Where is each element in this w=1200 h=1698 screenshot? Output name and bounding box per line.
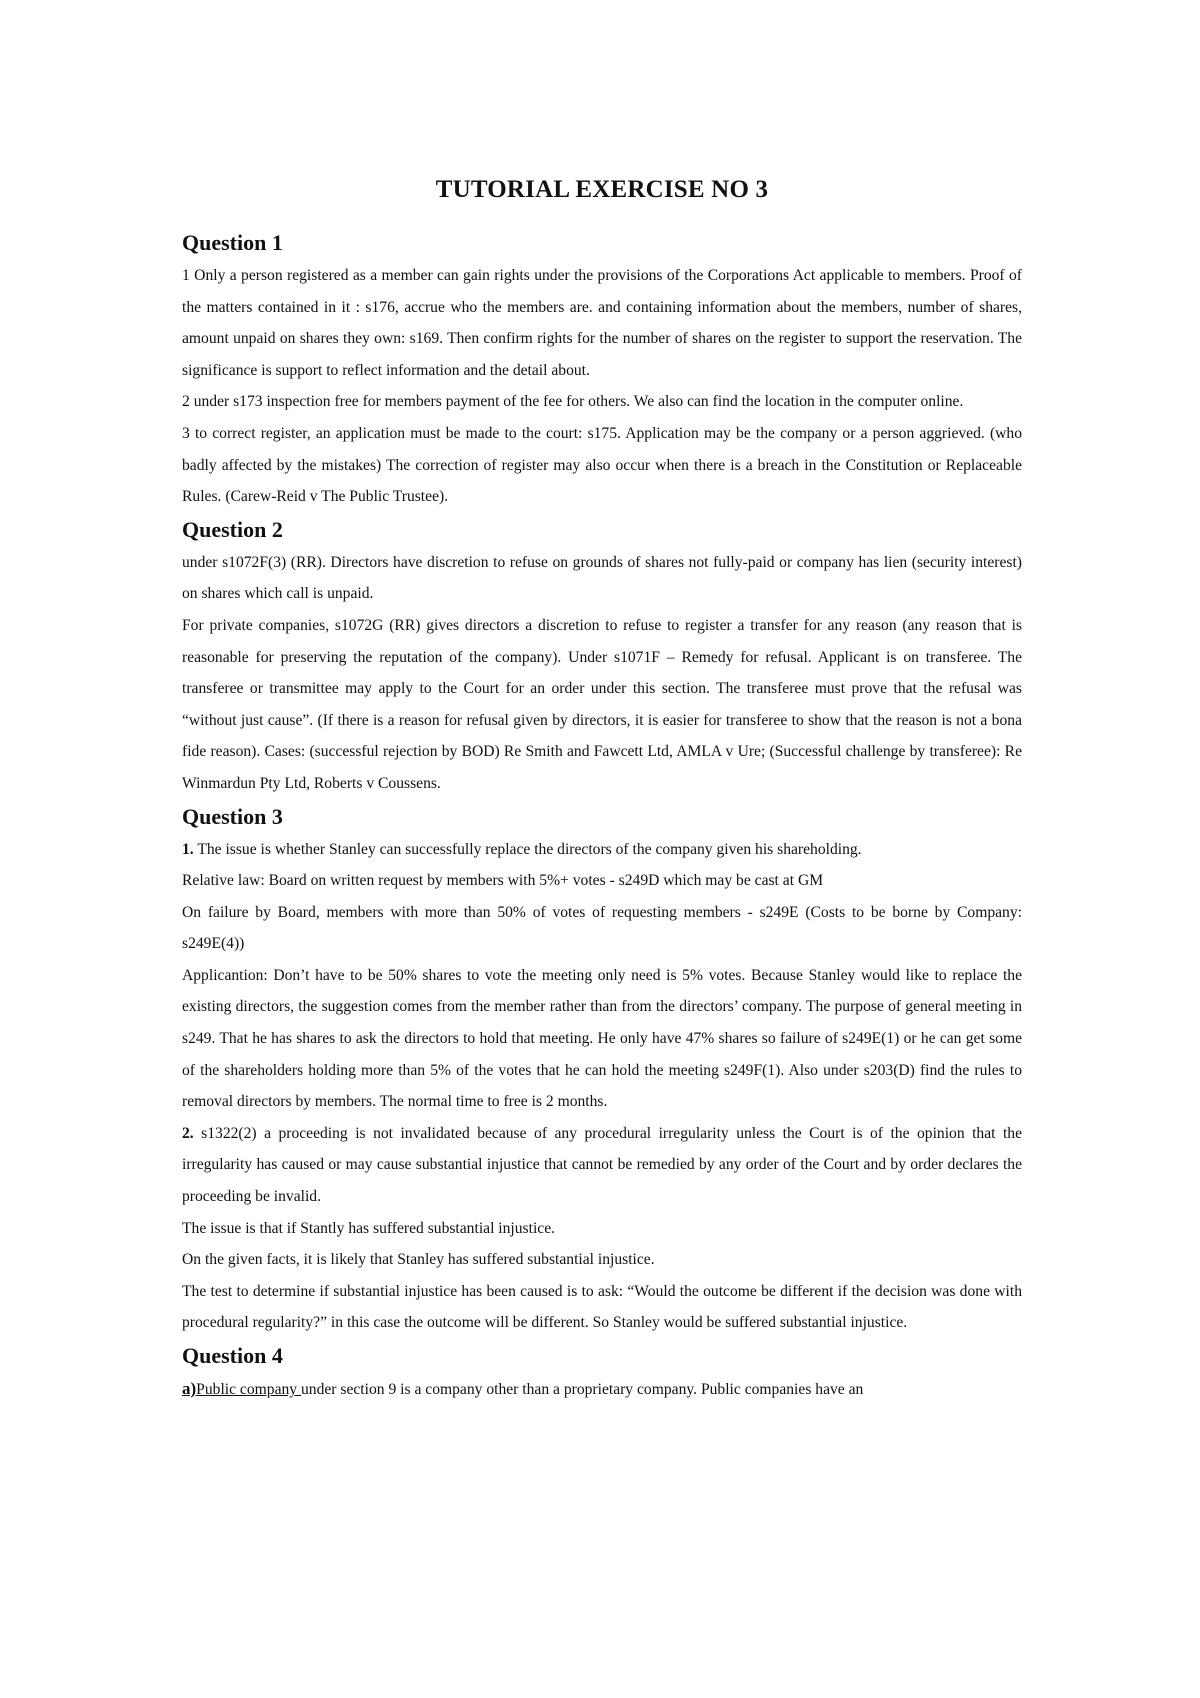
question-4-item-a-text: under section 9 is a company other than a proprietary company. Public companies have an [300, 1381, 864, 1398]
question-3-paragraph-7: On the given facts, it is likely that Stanley has suffered substantial injustice. [182, 1251, 655, 1269]
question-2-paragraph-2: For private companies, s1072G (RR) gives directors a discretion to refuse to register a transfer for any reason (any reason that is reasonable for preserving the reputation of the company). Under s1071F – Remedy for refusal. Applicant is on transferee. The transferee or transmittee may apply to the Court for an order under this section. The transferee must prove that the refusal was “without just cause”. (If there is a reason for refusal given by directors, it is easier for transferee to show that the reason is not a bona fide reason). Cases: (successful rejection by BOD) Re Smith and Fawcett Ltd, AMLA v Ure; (Successful challenge by transferee): Re Winmardun Pty Ltd, Roberts v Coussens. [182, 616, 1022, 792]
question-3-heading: Question 3 [182, 803, 283, 829]
question-2-heading: Question 2 [182, 516, 283, 542]
question-3-paragraph-8: The test to determine if substantial injustice has been caused is to ask: “Would the outcome be different if the decision was done with procedural regularity?” in this case the outcome will be different. So Stanley would be suffered substantial injustice. [182, 1282, 1022, 1332]
question-3-paragraph-1 [182, 834, 1022, 866]
document-title: TUTORIAL EXERCISE NO 3 [435, 176, 769, 203]
question-3-item-2-text: s1322(2) a proceeding is not invalidated because of any procedural irregularity unless the Court is of the opinion that the irregularity has caused or may cause substantial injustice that cannot be remedied by any order of the Court and by order declares the proceeding be invalid. [182, 1124, 1022, 1206]
question-3-paragraph-6: The issue is that if Stantly has suffered substantial injustice. [182, 1219, 556, 1237]
question-1-heading: Question 1 [182, 230, 283, 255]
question-1-paragraph-3: 3 to correct register, an application must be made to the court: s175. Application may be the company or a person aggrieved. (who badly affected by the mistakes) The correction of register may also occur when there is a breach in the Constitution or Replaceable Rules. (Carew-Reid v The Public Trustee). [182, 424, 1022, 506]
question-4-paragraph-1 [182, 1373, 1022, 1406]
question-3-paragraph-3: On failure by Board, members with more than 50% of votes of requesting members - s249E (Costs to be borne by Company: s249E(4)) [182, 903, 1022, 953]
question-3-paragraph-5 [182, 1118, 1022, 1213]
question-4-heading: Question 4 [182, 1343, 283, 1368]
question-3-paragraph-2: Relative law: Board on written request by members with 5%+ votes - s249D which may be cast at GM [182, 872, 824, 890]
question-1-paragraph-1: 1 Only a person registered as a member can gain rights under the provisions of the Corporations Act applicable to members. Proof of the matters contained in it : s176, accrue who the members are. and containing information about the members, number of shares, amount unpaid on shares they own: s169. Then confirm rights for the number of shares on the register to support the reservation. The significance is support to reflect information and the detail about. [182, 267, 1022, 379]
question-2-paragraph-1: under s1072F(3) (RR). Directors have discretion to refuse on grounds of shares not fully-paid or company has lien (security interest) on shares which call is unpaid. [182, 553, 1022, 603]
document-body [182, 226, 1022, 1406]
question-1-paragraph-2: 2 under s173 inspection free for members payment of the fee for others. We also can find the location in the computer online. [182, 393, 964, 411]
question-3-item-1-text: The issue is whether Stanley can successfully replace the directors of the company given his shareholding. [193, 840, 862, 858]
question-4-item-a-label: a) [182, 1379, 197, 1398]
question-3-item-1-number: 1. [182, 840, 194, 858]
question-4-underlined-term: Public company [196, 1381, 301, 1398]
question-3-item-2-number: 2. [182, 1124, 194, 1142]
question-3-paragraph-4: Applicantion: Don’t have to be 50% shares to vote the meeting only need is 5% votes. Because Stanley would like to replace the existing directors, the suggestion comes from the member rather than from the directors’ company. The purpose of general meeting in s249. That he has shares to ask the directors to hold that meeting. He only have 47% shares so failure of s249E(1) or he can get some of the shareholders holding more than 5% of the votes that he can hold the meeting s249F(1). Also under s203(D) find the rules to removal directors by members. The normal time to free is 2 months. [182, 966, 1022, 1111]
